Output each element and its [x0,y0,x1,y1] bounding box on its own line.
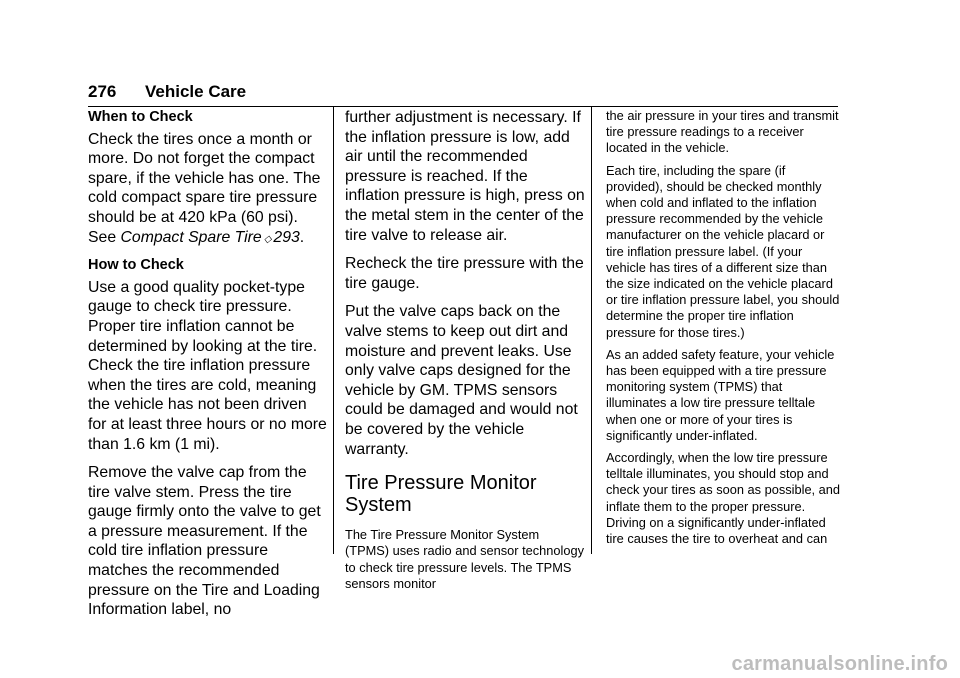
page-header [88,80,838,107]
watermark: carmanualsonline.info [731,653,948,675]
when-to-check-heading: When to Check [88,109,193,125]
how-to-check-heading: How to Check [88,257,184,274]
compact-spare-tire-link[interactable] [121,229,300,246]
compact-spare-tire-link-text: Compact Spare Tire [120,228,262,246]
air-pressure-paragraph: the air pressure in your tires and transmit tire pressure readings to a receiver located in the vehicle. [606,108,839,156]
check-paragraph [88,130,328,250]
monthly-check-paragraph: Each tire, including the spare (if provided), should be checked monthly when cold and inflated to the inflation pressure recommended by the vehicle manufacturer on the vehicle placard or tire inflation pressure label. (If your vehicle has tires of a different size than the size indicated on the vehicle placard or tire inflation pressure label, you should determine the proper tire inflation pressure for those tires.) [606,162,840,340]
safety-feature-paragraph: As an added safety feature, your vehicle has been equipped with a tire pressure monitoring system (TPMS) that illuminates a low tire pressure telltale when one or more of your tires is significantly under-inflated. [606,346,835,443]
column-divider-1 [333,107,334,554]
column-2 [345,108,585,592]
column-1 [88,108,328,620]
section-title: Vehicle Care [145,82,247,101]
page-number: 276 [88,82,117,101]
column-divider-2 [591,107,592,554]
gauge-paragraph: Use a good quality pocket-type gauge to check tire pressure. Proper tire inflation cannot be determined by looking at the tire. Check the tire inflation pressure when the tires are cold, meaning the vehicle has not been driven for at least three hours or no more than 1.6 km (1 mi). [88,278,327,453]
check-paragraph-text: Check the tires once a month or more. Do not forget the compact spare, if the vehicle has one. The cold compact spare tire pressure should be at 420 kPa (60 psi). See [88,130,321,246]
tpms-heading: Tire Pressure Monitor System [345,472,537,517]
check-paragraph-end: . [299,228,305,246]
telltale-paragraph: Accordingly, when the low tire pressure telltale illuminates, you should stop and check your tires as soon as possible, and inflate them to the proper pressure. Driving on a significantly under-inflated tire causes the tire to overheat and can [606,450,841,547]
page-reference-icon: ◇ [263,233,272,245]
valve-caps-paragraph: Put the valve caps back on the valve stems to keep out dirt and moisture and prevent leaks. Use only valve caps designed for the vehicle by GM. TPMS sensors could be damaged and would not be covered by the vehicle warranty. [345,303,578,458]
column-3 [606,108,842,547]
tpms-intro-paragraph: The Tire Pressure Monitor System (TPMS) uses radio and sensor technology to check tire pressure levels. The TPMS sensors monitor [345,527,584,591]
recheck-paragraph: Recheck the tire pressure with the tire gauge. [345,255,584,292]
adjustment-paragraph: further adjustment is necessary. If the inflation pressure is low, add air until the recommended pressure is reached. If the inflation pressure is high, press on the metal stem in the center of the tire valve to release air. [345,109,585,244]
valve-cap-paragraph: Remove the valve cap from the tire valve stem. Press the tire gauge firmly onto the valve to get a pressure measurement. If the cold tire inflation pressure matches the recommended pressure on the Tire and Loading Information label, no [88,464,321,619]
compact-spare-tire-page: 293 [273,228,300,246]
